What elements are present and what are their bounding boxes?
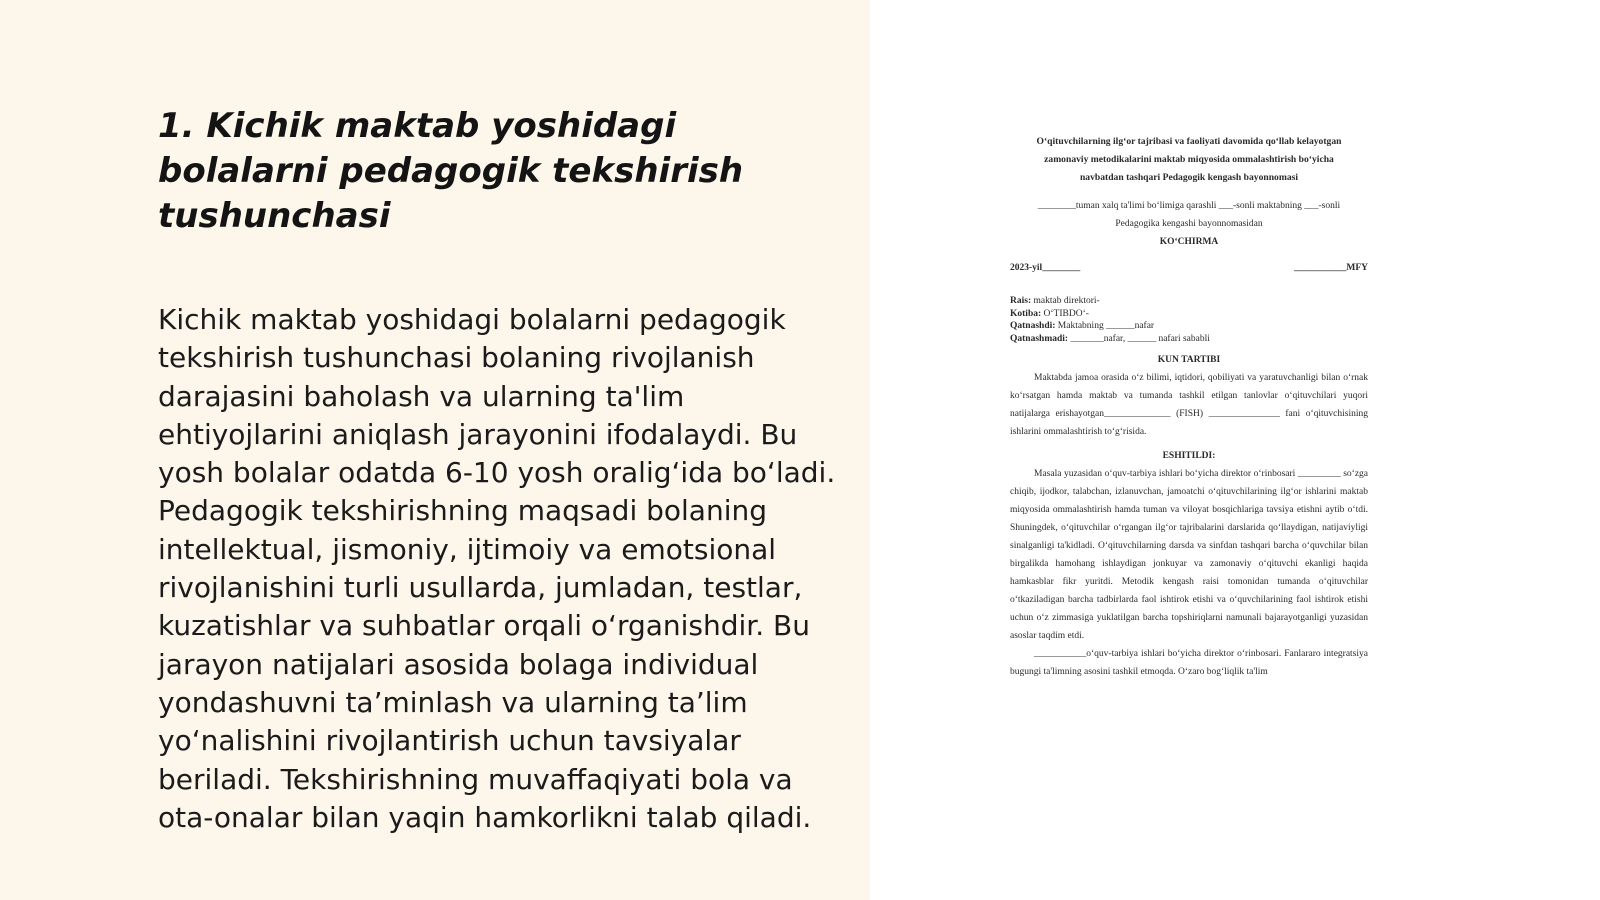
document-attendees	[1010, 295, 1368, 345]
document-kun-tartibi-heading: KUN TARTIBI	[1157, 355, 1221, 365]
document-eshitildi-heading: ESHITILDI:	[1162, 451, 1216, 461]
document-kochirma: KO‘CHIRMA	[1159, 237, 1219, 247]
document-kotiba: Kotiba: O‘TIBDO‘-	[1010, 308, 1089, 319]
document-heading-line-2: zamonaviy metodikalarini maktab miqyosida ommalashtirish bo‘yicha	[1044, 154, 1334, 165]
document-rais: Rais: maktab direktori-	[1010, 296, 1100, 306]
document-date-row	[1010, 259, 1368, 277]
document-date-right: ___________MFY	[1294, 263, 1368, 273]
slide-title: 1. Kichik maktab yoshidagi bolalarni pedagogik tekshirish tushunchasi	[158, 106, 744, 236]
document-kun-tartibi-text: Maktabda jamoa orasida o‘z bilimi, iqtidori, qobiliyati va yaratuvchanligi bilan o‘rnak ko‘rsatgan hamda maktab va tumanda tashkil etilgan tanlovlar o‘qituvchilari yuqori natijalarga erishayotgan______________ (FISH) _______________ fani o‘qituvchisining ishlarini ommalashtirish to‘g‘risida.	[1010, 373, 1368, 437]
document-subheading-line-2: Pedagogika kengashi bayonnomasidan	[1115, 219, 1263, 229]
document-image	[1010, 133, 1368, 681]
document-final-text: ___________o‘quv-tarbiya ishlari bo‘yicha direktor o‘rinbosari. Fanlararo integratsiya bugungi ta'limning asosini tashkil etmoqda. O‘zaro bog‘liqlik ta'lim	[1010, 649, 1368, 677]
slide-body-text: Kichik maktab yoshidagi bolalarni pedagogik tekshirish tushunchasi bolaning rivojlanish darajasini baholash va ularning ta'lim ehtiyojlarini aniqlash jarayonini ifodalaydi. Bu yosh bolalar odatda 6-10 yosh oralig‘ida bo‘ladi. Pedagogik tekshirishning maqsadi bolaning intellektual, jismoniy, ijtimoiy va emotsional rivojlanishini turli usullarda, jumladan, testlar, kuzatishlar va suhbatlar orqali o‘rganishdir. Bu jarayon natijalari asosida bolaga individual yondashuvni ta’minlash va ularning ta’lim yo‘nalishini rivojlantirish uchun tavsiyalar beriladi. Tekshirishning muvaffaqiyati bola va ota-onalar bilan yaqin hamkorlikni talab qiladi.	[158, 303, 836, 834]
document-heading-line-1: O‘qituvchilarning ilg‘or tajribasi va faoliyati davomida qo‘llab kelayotgan	[1036, 136, 1342, 147]
document-date-left: 2023-yil________	[1010, 263, 1081, 273]
document-qatnashmadi: Qatnashmadi: _______nafar, ______ nafari sababli	[1010, 333, 1210, 344]
document-subheading-line-1: ________tuman xalq ta'limi bo‘limiga qarashli ___-sonli maktabning ___-sonli	[1037, 201, 1341, 211]
document-qatnashdi: Qatnashdi: Maktabning ______nafar	[1010, 321, 1155, 331]
document-eshitildi-text: Masala yuzasidan o‘quv-tarbiya ishlari bo‘yicha direktor o‘rinbosari _________ so‘zga chiqib, ijodkor, talabchan, izlanuvchan, jamoatchi o‘qituvchilarining ilg‘or ishlarini maktab miqyosida ommalashtirish hamda tuman va viloyat bosqichlariga tavsiya etishni aytib o‘tdi. Shuningdek, o‘qituvchilar o‘rgangan ilg‘or tajribalarini darslarida qo‘llaydigan, natijaviyligi sinalganligi ta'kidladi. O‘qituvchilarning darsda va sinfdan tashqari barcha o‘quvchilar bilan birgalikda hamohang ishlaydigan jonkuyar va zamonaviy o‘qituvchi ekanligi haqida hamkasblar fikr yuritdi. Metodik kengash raisi tomonidan tumanda o‘qituvchilar o‘tkaziladigan barcha tadbirlarda faol ishtirok etishi va o‘quvchilarining faol ishtirok etishi uchun o‘z zimmasiga yuklatilgan barcha topshiriqlarni namunali bajarayotganligi yuzasidan asoslar taqdim etdi.	[1010, 469, 1368, 641]
document-heading-line-3: navbatdan tashqari Pedagogik kengash bayonnomasi	[1079, 172, 1299, 183]
